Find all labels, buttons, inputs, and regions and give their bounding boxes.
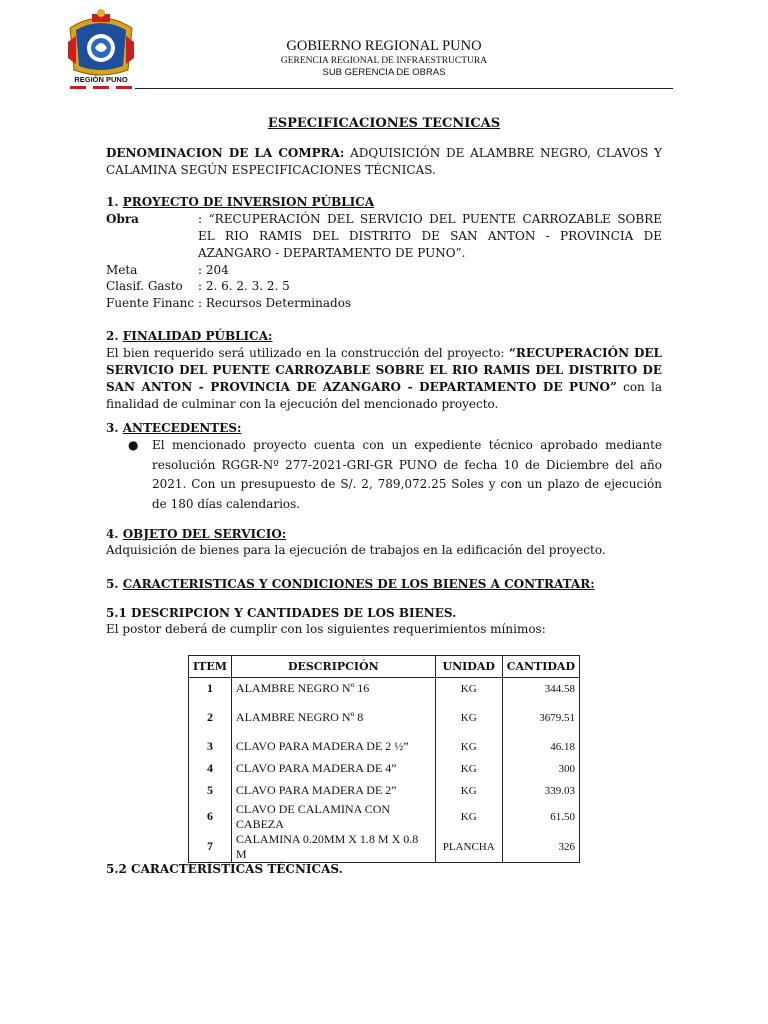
cell-unit: KG: [435, 758, 502, 780]
header-descripcion: DESCRIPCIÓN: [231, 656, 435, 678]
obra-label: Obra: [106, 212, 139, 226]
section-2-title: FINALIDAD PÚBLICA:: [122, 329, 273, 343]
section-5-title: CARACTERISTICAS Y CONDICIONES DE LOS BIENES A CONTRATAR:: [122, 577, 595, 591]
table-row: [189, 832, 580, 863]
section-3-heading: 3. ANTECEDENTES:: [106, 421, 242, 435]
region-puno-logo: [66, 8, 136, 90]
denominacion-paragraph: [106, 145, 662, 179]
cell-unit: KG: [435, 736, 502, 758]
header-cantidad: CANTIDAD: [502, 656, 579, 678]
table-row: [189, 678, 580, 700]
cell-description: CLAVO PARA MADERA DE 2”: [231, 780, 435, 802]
section-3-title: ANTECEDENTES:: [122, 421, 242, 435]
cell-quantity: 46.18: [502, 736, 579, 758]
meta-label: Meta: [106, 263, 138, 277]
header-subtitle-2: SUB GERENCIA DE OBRAS: [322, 67, 446, 78]
cell-quantity: 3679.51: [502, 700, 579, 736]
meta-value: : 204: [198, 263, 229, 277]
cell-quantity: 61.50: [502, 802, 579, 832]
cell-item: 1: [189, 678, 232, 700]
cell-description: CLAVO DE CALAMINA CON CABEZA: [231, 802, 435, 832]
table-header-row: [189, 656, 580, 678]
header-item: ITEM: [189, 656, 232, 678]
section-4-heading: 4. OBJETO DEL SERVICIO:: [106, 527, 287, 541]
cell-item: 3: [189, 736, 232, 758]
items-table: [188, 655, 580, 863]
obra-value: : “RECUPERACIÓN DEL SERVICIO DEL PUENTE CARROZABLE SOBRE EL RIO RAMIS DEL DISTRITO DE SAN ANTON - PROVINCIA DE AZANGARO - DEPARTAMENTO DE PUNO”.: [198, 212, 662, 260]
section-5-heading: 5. CARACTERISTICAS Y CONDICIONES DE LOS BIENES A CONTRATAR:: [106, 577, 595, 591]
clasif-value: : 2. 6. 2. 3. 2. 5: [198, 279, 290, 293]
cell-description: CALAMINA 0.20MM X 1.8 M X 0.8 M: [231, 832, 435, 863]
header-divider: [135, 88, 673, 89]
header-title: GOBIERNO REGIONAL PUNO: [286, 38, 482, 54]
cell-quantity: 326: [502, 832, 579, 863]
table-row: [189, 700, 580, 736]
cell-description: CLAVO PARA MADERA DE 2 ½”: [231, 736, 435, 758]
section-5-2-title: 5.2 CARACTERÍSTICAS TÉCNICAS.: [106, 862, 343, 876]
section-2-paragraph: El bien requerido será utilizado en la construcción del proyecto: “RECUPERACIÓN DEL SERVICIO DEL PUENTE CARROZABLE SOBRE EL RIO RAMIS DEL DISTRITO DE SAN ANTON - PROVINCIA DE AZANGARO - DEPARTAMENTO DE PUNO” con la finalidad de culminar con la ejecución del mencionado proyecto.: [106, 346, 662, 411]
denominacion-text: ADQUISICIÓN DE ALAMBRE NEGRO, CLAVOS Y CALAMINA SEGÚN ESPECIFICACIONES TÉCNICAS.: [106, 146, 662, 177]
table-row: [189, 758, 580, 780]
section-2-heading: 2. FINALIDAD PÚBLICA:: [106, 329, 273, 343]
cell-quantity: 344.58: [502, 678, 579, 700]
cell-quantity: 300: [502, 758, 579, 780]
section-4-title: OBJETO DEL SERVICIO:: [122, 527, 287, 541]
section-5-1-title: 5.1 DESCRIPCION Y CANTIDADES DE LOS BIENES.: [106, 606, 457, 620]
cell-unit: KG: [435, 802, 502, 832]
cell-unit: PLANCHA: [435, 832, 502, 863]
bullet-icon: ●: [128, 438, 139, 452]
cell-description: ALAMBRE NEGRO Nº 16: [231, 678, 435, 700]
document-title: ESPECIFICACIONES TECNICAS: [267, 116, 501, 131]
cell-item: 2: [189, 700, 232, 736]
antecedentes-bullet-text: El mencionado proyecto cuenta con un expediente técnico aprobado mediante resolución RGGR-Nº 277-2021-GRI-GR PUNO de fecha 10 de Diciembre del año 2021. Con un presupuesto de S/. 2, 789,072.25 Soles y con un plazo de ejecución de 180 días calendarios.: [152, 438, 662, 511]
section-4-paragraph: Adquisición de bienes para la ejecución de trabajos en la edificación del proyecto.: [106, 543, 606, 557]
cell-unit: KG: [435, 780, 502, 802]
cell-unit: KG: [435, 700, 502, 736]
header-subtitle-1: GERENCIA REGIONAL DE INFRAESTRUCTURA: [280, 56, 488, 66]
header-unidad: UNIDAD: [435, 656, 502, 678]
cell-item: 6: [189, 802, 232, 832]
cell-item: 7: [189, 832, 232, 863]
cell-description: ALAMBRE NEGRO Nº 8: [231, 700, 435, 736]
clasif-label: Clasif. Gasto: [106, 279, 183, 293]
cell-item: 5: [189, 780, 232, 802]
fuente-value: : Recursos Determinados: [198, 296, 352, 310]
denominacion-label: DENOMINACION DE LA COMPRA:: [106, 146, 345, 160]
table-row: [189, 780, 580, 802]
section-1-heading: 1. PROYECTO DE INVERSION PÚBLICA: [106, 195, 375, 209]
cell-description: CLAVO PARA MADERA DE 4”: [231, 758, 435, 780]
fuente-label: Fuente Financ: [106, 296, 195, 310]
section-1-title: PROYECTO DE INVERSION PÚBLICA: [122, 195, 375, 209]
section-5-1-paragraph: El postor deberá de cumplir con los siguientes requerimientos mínimos:: [106, 622, 546, 636]
table-row: [189, 802, 580, 832]
cell-unit: KG: [435, 678, 502, 700]
logo-text: REGIÓN PUNO: [74, 75, 128, 84]
cell-item: 4: [189, 758, 232, 780]
project-name-bold: “RECUPERACIÓN DEL SERVICIO DEL PUENTE CARROZABLE SOBRE EL RIO RAMIS DEL DISTRITO DE SAN ANTON - PROVINCIA DE AZANGARO - DEPARTAMENTO DE PUNO”: [106, 346, 662, 394]
table-row: [189, 736, 580, 758]
cell-quantity: 339.03: [502, 780, 579, 802]
